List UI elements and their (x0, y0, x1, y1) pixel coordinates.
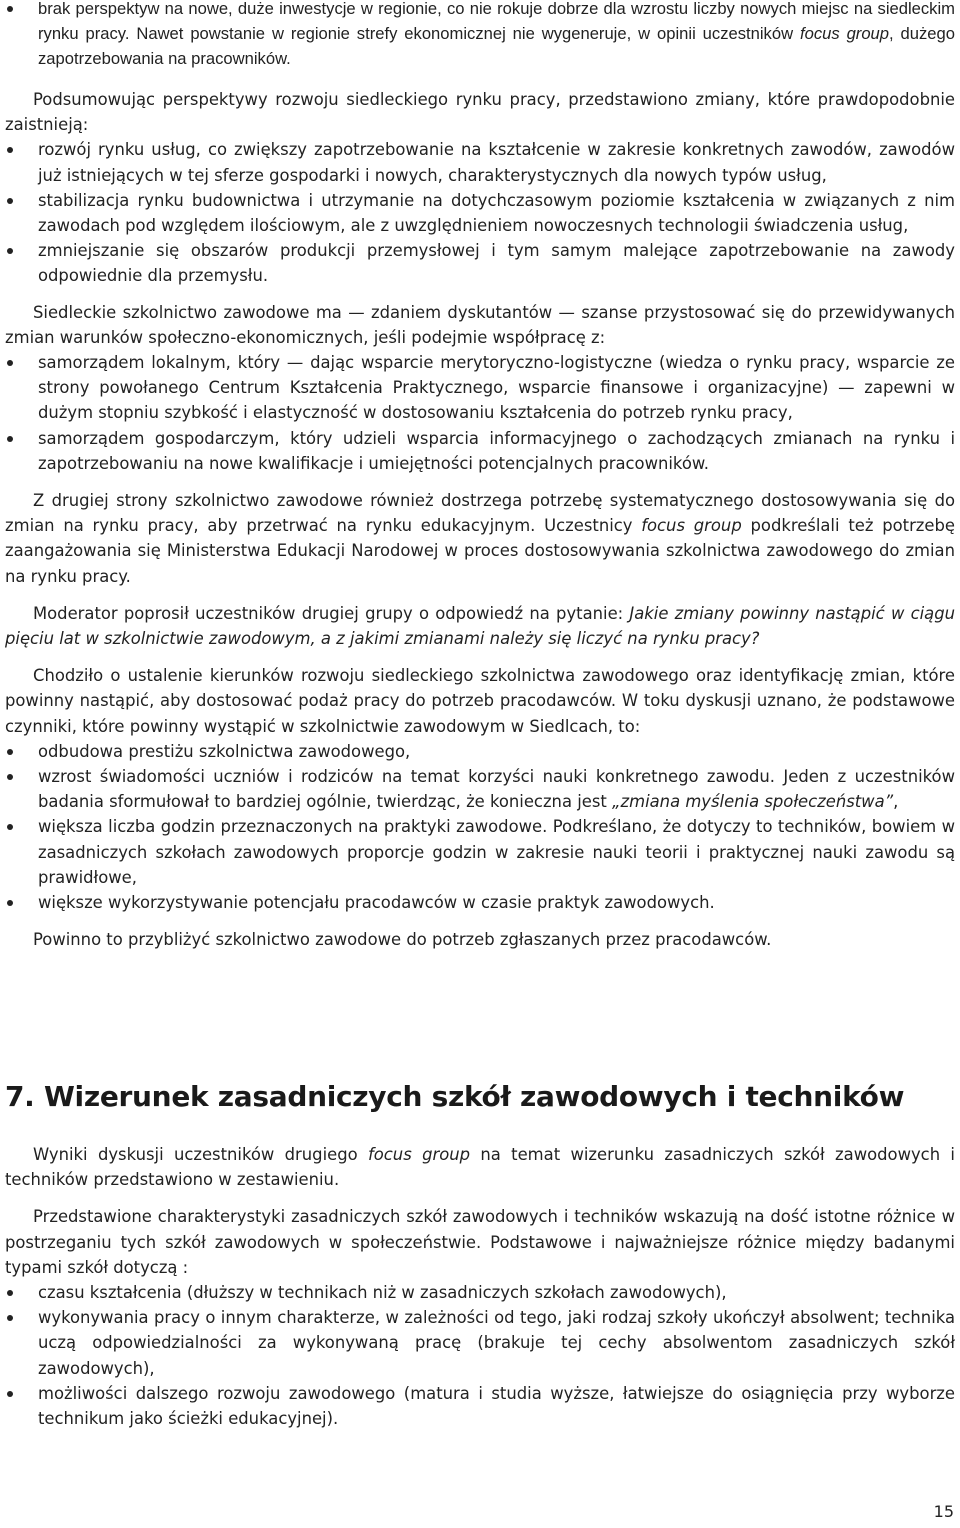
page-number: 15 (933, 1502, 954, 1521)
bullet-icon (7, 1290, 13, 1296)
bullet-icon (7, 900, 13, 906)
paragraph-results: Wyniki dyskusji uczestników drugiego focus group na temat wizerunku zasadniczych szkół zawodowych i techników przedstawiono w zestawieniu. (5, 1145, 955, 1190)
bullet-icon (7, 824, 13, 830)
bullet-icon (7, 360, 13, 366)
section-heading: 7. Wizerunek zasadniczych szkół zawodowych i techników (5, 1080, 905, 1113)
bullet-list-factors (5, 739, 955, 915)
list-item: samorządem gospodarczym, który udzieli wsparcia informacyjnego o zachodzących zmianach na rynku i zapotrzebowaniu na nowe kwalifikacje i umiejętności potencjalnych pracowników. (5, 426, 955, 476)
list-item: zmniejszanie się obszarów produkcji przemysłowej i tym samym malejące zapotrzebowanie na zawody odpowiednie dla przemysłu. (5, 238, 955, 288)
paragraph-cooperation: Siedleckie szkolnictwo zawodowe ma — zdaniem dyskutantów — szanse przystosować się do przewidywanych zmian warunków społeczno-ekonomicznych, jeśli podejmie współpracę z: (5, 302, 955, 347)
list-item: samorządem lokalnym, który — dając wsparcie merytoryczno-logistyczne (wiedza o rynku pracy, wsparcie ze strony powołanego Centrum Kształcenia Praktycznego, wsparcie finansowe i organizacyjne) — zapewni w dużym stopniu szybkość i elastyczność w dostosowaniu kształcenia do potrzeb rynku pracy, (5, 350, 955, 426)
bullet-icon (7, 198, 13, 204)
bullet-icon (7, 774, 13, 780)
body-text (5, 87, 955, 953)
section-body (5, 1142, 955, 1431)
paragraph-directions: Chodziło o ustalenie kierunków rozwoju siedleckiego szkolnictwa zawodowego oraz identyfikację zmian, które powinny nastąpić, aby dostosować podaż pracy do potrzeb pracodawców. W toku dyskusji uznano, że podstawowe czynniki, które powinny wystąpić w szkolnictwie zawodowym w Siedlcach, to: (5, 666, 955, 736)
bullet-list-changes (5, 137, 955, 288)
list-item: większa liczba godzin przeznaczonych na praktyki zawodowe. Podkreślano, że dotyczy to techników, bowiem w zasadniczych szkołach zawodowych proporcje godzin w zakresie nauki teorii i praktycznej nauki zawodu są prawidłowe, (5, 814, 955, 890)
bullet-icon (7, 1391, 13, 1397)
list-item: wykonywania pracy o innym charakterze, w zależności od tego, jaki rodzaj szkoły ukończył absolwent; technika uczą odpowiedzialności za wykonywaną pracę (brakuje tej cechy absolwentom zasadniczych szkół zawodowych), (5, 1305, 955, 1381)
list-item: możliwości dalszego rozwoju zawodowego (matura i studia wyższe, łatwiejsze do osiągnięcia przy wyborze technikum jako ścieżki edukacyjnej). (5, 1381, 955, 1431)
list-item: stabilizacja rynku budownictwa i utrzymanie na dotychczasowym poziomie kształcenia w związanych z nim zawodach pod względem ilościowym, ale z uwzględnieniem nowoczesnych technologii świadczenia usług, (5, 188, 955, 238)
list-item: brak perspektyw na nowe, duże inwestycje w regionie, co nie rokuje dobrze dla wzrostu liczby nowych miejsc na siedleckim rynku pracy. Nawet powstanie w regionie strefy ekonomicznej nie wygeneruje, w opinii uczestników focus group, dużego zapotrzebowania na pracowników. (5, 0, 955, 72)
list-item: wzrost świadomości uczniów i rodziców na temat korzyści nauki konkretnego zawodu. Jeden z uczestników badania sformułował to bardziej ogólnie, twierdząc, że konieczna jest „zmiana myślenia społeczeństwa”, (5, 764, 955, 814)
bullet-list-differences (5, 1280, 955, 1431)
paragraph-moderator-question: Moderator poprosił uczestników drugiej grupy o odpowiedź na pytanie: Jakie zmiany powinny nastąpić w ciągu pięciu lat w szkolnictwie zawodowym, a z jakimi zmianami należy się liczyć na rynku pracy? (5, 603, 955, 649)
bullet-icon (7, 6, 13, 12)
list-item: odbudowa prestiżu szkolnictwa zawodowego, (5, 739, 955, 764)
list-item: czasu kształcenia (dłuższy w technikach niż w zasadniczych szkołach zawodowych), (5, 1280, 955, 1305)
paragraph-summary: Podsumowując perspektywy rozwoju siedleckiego rynku pracy, przedstawiono zmiany, które prawdopodobnie zaistnieją: (5, 90, 955, 135)
list-item: większe wykorzystywanie potencjału pracodawców w czasie praktyk zawodowych. (5, 890, 955, 915)
paragraph-conclusion: Powinno to przybliżyć szkolnictwo zawodowe do potrzeb zgłaszanych przez pracodawców. (33, 930, 772, 950)
bullet-icon (7, 248, 13, 254)
bullet-list-cooperation (5, 350, 955, 476)
paragraph-adaptation: Z drugiej strony szkolnictwo zawodowe również dostrzega potrzebę systematycznego dostosowywania się do zmian na rynku pracy, aby przetrwać na rynku edukacyjnym. Uczestnicy focus group podkreślali też potrzebę zaangażowania się Ministerstwa Edukacji Narodowej w proces dostosowywania szkolnictwa zawodowego do zmian na rynku pracy. (5, 491, 955, 586)
bullet-icon (7, 1315, 13, 1321)
paragraph-differences: Przedstawione charakterystyki zasadniczych szkół zawodowych i techników wskazują na dość istotne różnice w postrzeganiu tych szkół zawodowych w społeczeństwie. Podstawowe i najważniejsze różnice między badanymi typami szkół dotyczą : (5, 1207, 955, 1277)
bullet-icon (7, 749, 13, 755)
top-bullet-list (5, 0, 955, 72)
bullet-icon (7, 436, 13, 442)
list-item: rozwój rynku usług, co zwiększy zapotrzebowanie na kształcenie w zakresie konkretnych zawodów, zawodów już istniejących w tej sferze gospodarki i nowych, charakterystycznych dla nowych typów usług, (5, 137, 955, 187)
bullet-icon (7, 147, 13, 153)
